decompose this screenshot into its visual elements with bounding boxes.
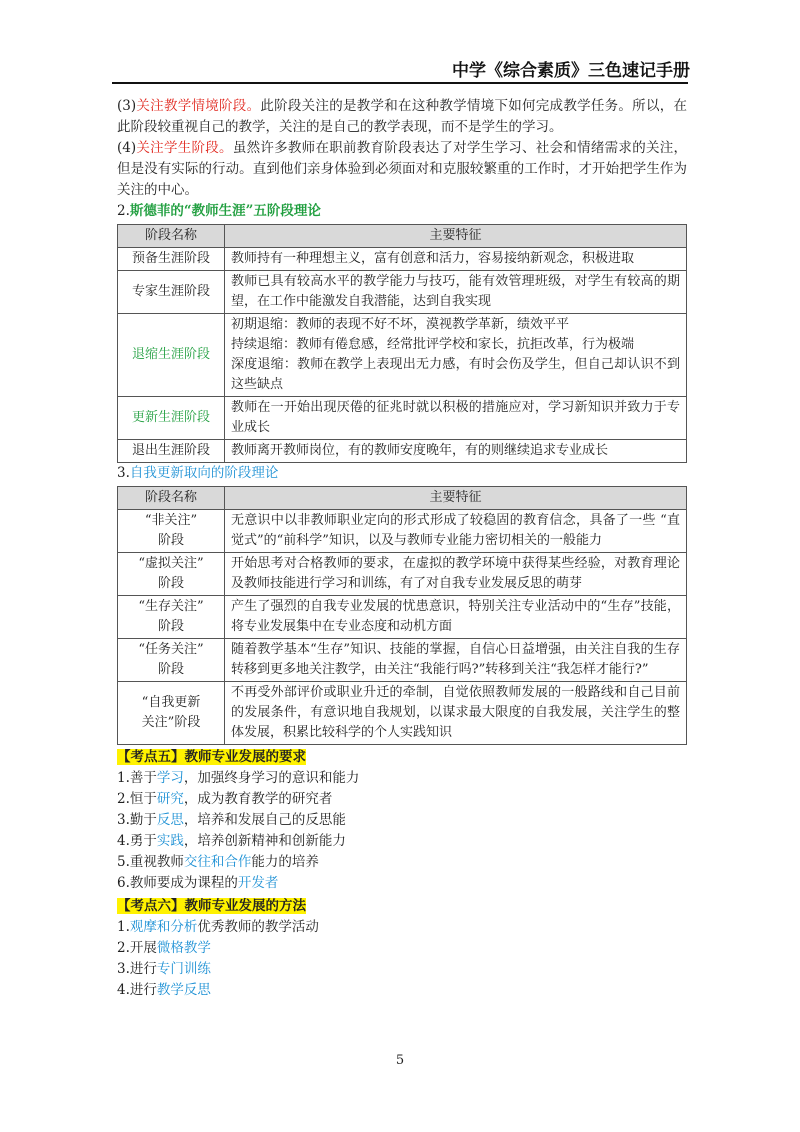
- stage-cell: [118, 596, 225, 639]
- item-keyword: 实践: [156, 833, 184, 849]
- table-header-cell: 阶段名称: [118, 225, 225, 248]
- kaodian-5-title: [117, 747, 687, 768]
- self-renewal-table: [117, 486, 687, 745]
- list-item: [117, 938, 687, 959]
- item-number: 1.: [117, 770, 130, 786]
- stage-line: 阶段: [157, 619, 184, 634]
- stage-cell: [118, 639, 225, 682]
- item-number: 4.: [117, 833, 130, 849]
- item-text: 优秀教师的教学活动: [197, 919, 319, 935]
- item-text: 进行: [129, 982, 157, 998]
- stage-cell: [118, 553, 225, 596]
- stage-cell: [118, 682, 225, 745]
- stage-line: “自我更新: [141, 695, 201, 710]
- stage-line: “非关注”: [144, 513, 198, 528]
- item-number: 6.: [117, 875, 130, 891]
- table-row: [118, 314, 687, 397]
- list-item: [117, 852, 687, 873]
- desc-cell: 随着教学基本“生存”知识、技能的掌握，自信心日益增强，由关注自我的生存转移到更多地关注教学，由关注“我能行吗?”转移到关注“我怎样才能行?”: [225, 639, 687, 682]
- stage-cell: [118, 510, 225, 553]
- item-number: 3.: [117, 961, 130, 977]
- paragraph-prefix: (3): [117, 98, 137, 114]
- table-row: [118, 248, 687, 271]
- table-header-cell: 主要特征: [225, 225, 687, 248]
- stage-cell: 更新生涯阶段: [118, 397, 225, 440]
- desc-line: 深度退缩：教师在教学上表现出无力感，有时会伤及学生，但自己却认识不到这些缺点: [231, 357, 680, 392]
- item-text: 善于: [129, 770, 157, 786]
- paragraph-text: 虽然许多教师在职前教育阶段表达了对学生学习、社会和情绪需求的关注，但是没有实际的行动。直到他们亲身体验到必须面对和克服较繁重的工作时，才开始把学生作为关注的中心。: [117, 140, 688, 198]
- desc-cell: 开始思考对合格教师的要求，在虚拟的教学环境中获得某些经验，对教育理论及教师技能进行学习和训练，有了对自我专业发展反思的萌芽: [225, 553, 687, 596]
- item-keyword: 观摩和分析: [129, 919, 198, 935]
- section-heading: 自我更新取向的阶段理论: [129, 465, 279, 481]
- stage-cell: 退缩生涯阶段: [118, 314, 225, 397]
- page-content: [117, 96, 687, 1001]
- section-number: 2.: [117, 203, 130, 219]
- table-header-cell: 阶段名称: [118, 487, 225, 510]
- desc-cell: 产生了强烈的自我专业发展的忧患意识，特别关注专业活动中的“生存”技能，将专业发展集中在专业态度和动机方面: [225, 596, 687, 639]
- header-title: 中学《综合素质》三色速记手册: [452, 61, 690, 81]
- item-text: ，成为教育教学的研究者: [183, 791, 333, 807]
- item-number: 2.: [117, 940, 130, 956]
- list-item: [117, 980, 687, 1001]
- item-text: 教师要成为课程的: [129, 875, 238, 891]
- desc-cell: 不再受外部评价或职业升迁的牵制，自觉依照教师发展的一般路线和自己目前的发展条件，有意识地自我规划，以谋求最大限度的自我发展，关注学生的整体发展，积累比较科学的个人实践知识: [225, 682, 687, 745]
- item-keyword: 开发者: [237, 875, 279, 891]
- desc-cell: [225, 314, 687, 397]
- desc-cell: 教师持有一种理想主义，富有创意和活力，容易接纳新观念，积极进取: [225, 248, 687, 271]
- list-item: [117, 917, 687, 938]
- table-row: [118, 271, 687, 314]
- kaodian-6-list: [117, 917, 687, 1001]
- item-text: 勤于: [129, 812, 157, 828]
- list-item: [117, 810, 687, 831]
- table-header-row: [118, 225, 687, 248]
- section-title-steffy: [117, 201, 687, 222]
- item-keyword: 反思: [156, 812, 184, 828]
- table-row: [118, 440, 687, 463]
- item-text: 重视教师: [129, 854, 184, 870]
- list-item: [117, 789, 687, 810]
- header-rule: [112, 82, 688, 84]
- kaodian-5-list: [117, 768, 687, 894]
- stage-line: 阶段: [157, 662, 184, 677]
- item-text: ，培养创新精神和创新能力: [183, 833, 346, 849]
- paragraph-stage-4: [117, 138, 687, 201]
- table-header-cell: 主要特征: [225, 487, 687, 510]
- item-keyword: 交往和合作: [183, 854, 252, 870]
- paragraph-stage-3: [117, 96, 687, 138]
- stage-cell: 专家生涯阶段: [118, 271, 225, 314]
- kaodian-6-title: [117, 896, 687, 917]
- stage-label: 关注教学情境阶段。: [136, 98, 261, 114]
- list-item: [117, 831, 687, 852]
- item-number: 2.: [117, 791, 130, 807]
- stage-line: “虚拟关注”: [138, 556, 204, 571]
- item-number: 1.: [117, 919, 130, 935]
- table-row: [118, 596, 687, 639]
- item-number: 3.: [117, 812, 130, 828]
- table-row: [118, 682, 687, 745]
- stage-cell: 预备生涯阶段: [118, 248, 225, 271]
- stage-line: 关注”阶段: [141, 715, 201, 730]
- item-number: 5.: [117, 854, 130, 870]
- table-row: [118, 397, 687, 440]
- stage-label: 关注学生阶段。: [136, 140, 233, 156]
- desc-cell: 教师在一开始出现厌倦的征兆时就以积极的措施应对，学习新知识并致力于专业成长: [225, 397, 687, 440]
- stage-line: “任务关注”: [138, 642, 204, 657]
- item-text: ，加强终身学习的意识和能力: [183, 770, 360, 786]
- desc-line: 持续退缩：教师有倦怠感，经常批评学校和家长，抗拒改革，行为极端: [231, 337, 635, 352]
- steffy-table: [117, 224, 687, 463]
- section-heading: 斯德菲的“教师生涯”五阶段理论: [129, 203, 321, 219]
- stage-cell: 退出生涯阶段: [118, 440, 225, 463]
- section-title-self-renewal: [117, 463, 687, 484]
- kaodian-heading: 【考点五】教师专业发展的要求: [117, 749, 306, 765]
- paragraph-prefix: (4): [117, 140, 137, 156]
- item-keyword: 专门训练: [156, 961, 211, 977]
- stage-line: 阶段: [157, 576, 184, 591]
- desc-cell: 无意识中以非教师职业定向的形式形成了较稳固的教育信念，具备了一些 “直觉式”的“前科学”知识，以及与教师专业能力密切相关的一般能力: [225, 510, 687, 553]
- stage-line: 阶段: [157, 533, 184, 548]
- desc-line: 初期退缩：教师的表现不好不坏，漠视教学革新，绩效平平: [231, 317, 570, 332]
- item-keyword: 学习: [156, 770, 184, 786]
- item-keyword: 研究: [156, 791, 184, 807]
- desc-cell: 教师已具有较高水平的教学能力与技巧，能有效管理班级，对学生有较高的期望，在工作中能激发自我潜能，达到自我实现: [225, 271, 687, 314]
- item-keyword: 微格教学: [156, 940, 211, 956]
- item-text: 进行: [129, 961, 157, 977]
- stage-line: “生存关注”: [138, 599, 204, 614]
- item-text: ，培养和发展自己的反思能: [183, 812, 346, 828]
- paragraph-text: 此阶段关注的是教学和在这种教学情境下如何完成教学任务。所以，在此阶段较重视自己的教学，关注的是自己的教学表现，而不是学生的学习。: [117, 98, 687, 135]
- page-number: 5: [395, 1053, 405, 1068]
- list-item: [117, 768, 687, 789]
- kaodian-heading: 【考点六】教师专业发展的方法: [117, 898, 306, 914]
- item-text: 恒于: [129, 791, 157, 807]
- item-text: 勇于: [129, 833, 157, 849]
- item-number: 4.: [117, 982, 130, 998]
- item-keyword: 教学反思: [156, 982, 211, 998]
- list-item: [117, 959, 687, 980]
- table-header-row: [118, 487, 687, 510]
- table-row: [118, 639, 687, 682]
- item-text: 能力的培养: [251, 854, 319, 870]
- table-row: [118, 553, 687, 596]
- section-number: 3.: [117, 465, 130, 481]
- table-row: [118, 510, 687, 553]
- item-text: 开展: [129, 940, 157, 956]
- list-item: [117, 873, 687, 894]
- desc-cell: 教师离开教师岗位，有的教师安度晚年，有的则继续追求专业成长: [225, 440, 687, 463]
